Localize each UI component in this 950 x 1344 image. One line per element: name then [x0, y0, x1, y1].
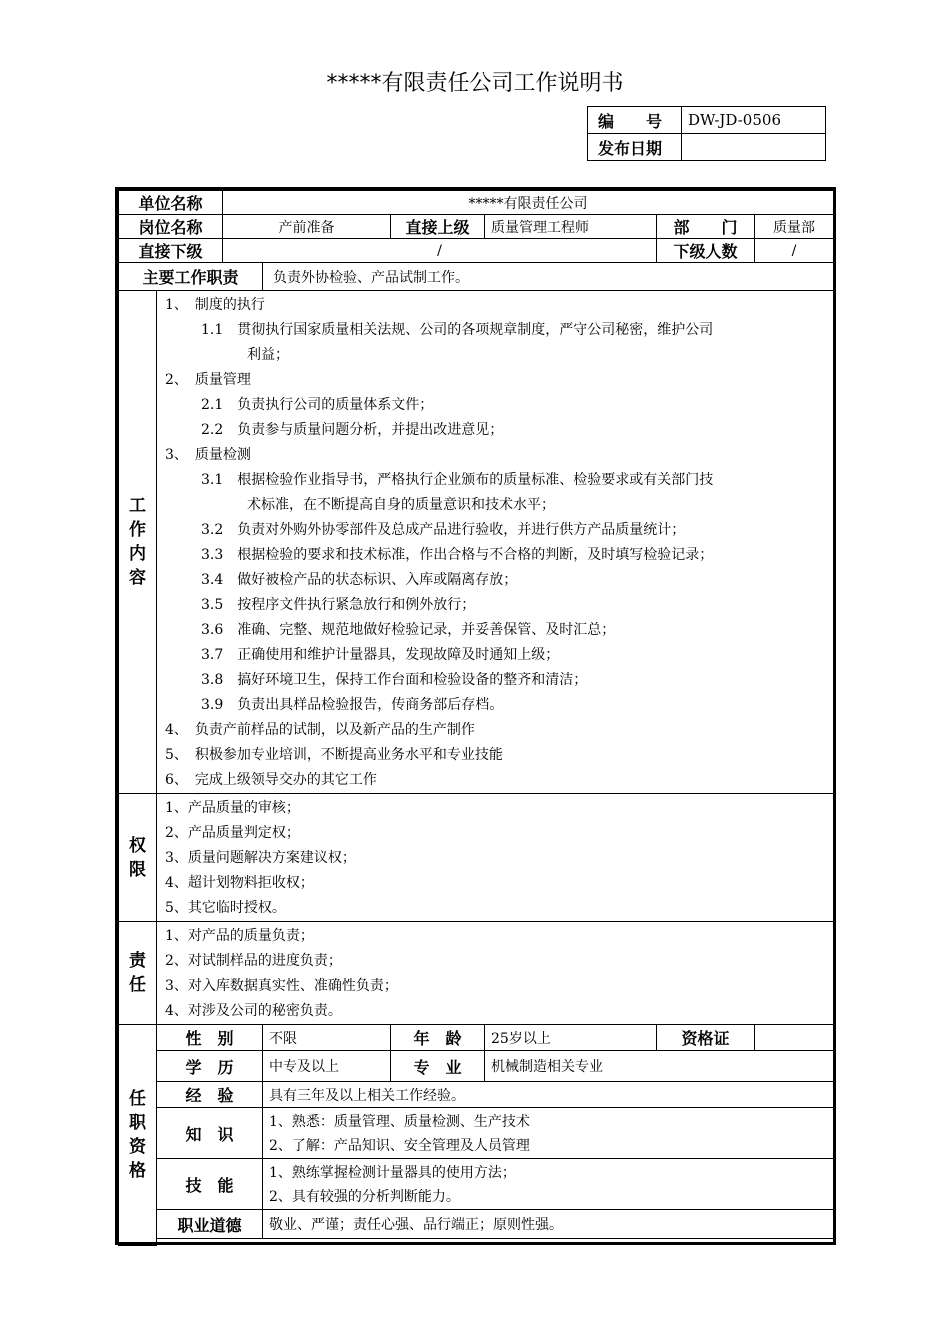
- subordinate-value: /: [223, 239, 657, 263]
- responsibility-line: 2、对试制样品的进度负责；: [165, 953, 342, 969]
- work-line: 2.2 负责参与质量问题分析，并提出改进意见；: [201, 422, 504, 438]
- qualification-label: [119, 1025, 157, 1246]
- superior-value: 质量管理工程师: [485, 215, 657, 239]
- work-line: 3.9 负责出具样品检验报告，传商务部后存档。: [201, 697, 504, 713]
- work-line: 2、 质量管理: [165, 372, 251, 388]
- skill-label: 技 能: [157, 1159, 263, 1210]
- work-line: 2.1 负责执行公司的质量体系文件；: [201, 397, 434, 413]
- education-label: 学 历: [157, 1051, 263, 1082]
- dept-value: 质量部: [755, 215, 834, 239]
- responsibility-line: 4、对涉及公司的秘密负责。: [165, 1003, 342, 1019]
- responsibility-body: [157, 922, 834, 1025]
- knowledge-line: 2、了解：产品知识、安全管理及人员管理: [269, 1138, 530, 1154]
- ethics-value: 敬业、严谨；责任心强、品行端正；原则性强。: [263, 1210, 834, 1239]
- subordinate-count-value: /: [755, 239, 834, 263]
- major-value: 机械制造相关专业: [485, 1051, 834, 1082]
- ethics-label: 职业道德: [157, 1210, 263, 1239]
- authority-line: 3、质量问题解决方案建议权；: [165, 850, 356, 866]
- subordinate-count-label: 下级人数: [657, 239, 755, 263]
- code-label: 编 号: [588, 107, 682, 134]
- knowledge-body: [263, 1108, 834, 1159]
- work-line: 3.7 正确使用和维护计量器具，发现故障及时通知上级；: [201, 647, 560, 663]
- authority-line: 4、超计划物料拒收权；: [165, 875, 314, 891]
- authority-line: 1、产品质量的审核；: [165, 800, 300, 816]
- gender-label: 性 别: [157, 1025, 263, 1051]
- document-title: *****有限责任公司工作说明书: [326, 71, 624, 96]
- work-content-body: [157, 291, 834, 794]
- experience-value: 具有三年及以上相关工作经验。: [263, 1082, 834, 1108]
- unit-label: 单位名称: [119, 191, 223, 215]
- work-line: 5、 积极参加专业培训，不断提高业务水平和专业技能: [165, 747, 503, 763]
- authority-label-text: 权限: [129, 835, 146, 880]
- form-table: [118, 190, 834, 1246]
- work-line: 3.5 按程序文件执行紧急放行和例外放行；: [201, 597, 476, 613]
- work-content-label: [119, 291, 157, 794]
- unit-value: *****有限责任公司: [223, 191, 834, 215]
- work-line: 1、 制度的执行: [165, 297, 265, 313]
- responsibility-label: [119, 922, 157, 1025]
- skill-body: [263, 1159, 834, 1210]
- authority-label: [119, 794, 157, 922]
- job-description-form: [115, 187, 836, 1245]
- cert-value: [755, 1025, 834, 1051]
- qualification-label-text: 任职资格: [129, 1088, 146, 1181]
- work-line: 4、 负责产前样品的试制，以及新产品的生产制作: [165, 722, 475, 738]
- knowledge-label: 知 识: [157, 1108, 263, 1159]
- work-line: 3.1 根据检验作业指导书，严格执行企业颁布的质量标准、检验要求或有关部门技: [201, 472, 714, 488]
- major-label: 专 业: [391, 1051, 485, 1082]
- skill-line: 2、具有较强的分析判断能力。: [269, 1189, 460, 1205]
- dept-label: 部 门: [657, 215, 755, 239]
- table-spacer: [157, 1239, 834, 1246]
- main-duty-label: 主要工作职责: [119, 263, 263, 291]
- age-label: 年 龄: [391, 1025, 485, 1051]
- education-value: 中专及以上: [263, 1051, 391, 1082]
- responsibility-line: 1、对产品的质量负责；: [165, 928, 314, 944]
- work-line: 1.1 贯彻执行国家质量相关法规、公司的各项规章制度，严守公司秘密，维护公司: [201, 322, 714, 338]
- date-label: 发布日期: [588, 134, 682, 161]
- work-line: 术标准，在不断提高自身的质量意识和技术水平；: [247, 497, 555, 513]
- authority-line: 2、产品质量判定权；: [165, 825, 300, 841]
- work-line: 3.3 根据检验的要求和技术标准，作出合格与不合格的判断，及时填写检验记录；: [201, 547, 714, 563]
- gender-value: 不限: [263, 1025, 391, 1051]
- work-line: 利益；: [247, 347, 289, 363]
- code-value: DW-JD-0506: [682, 107, 826, 134]
- subordinate-label: 直接下级: [119, 239, 223, 263]
- responsibility-line: 3、对入库数据真实性、准确性负责；: [165, 978, 398, 994]
- work-line: 6、 完成上级领导交办的其它工作: [165, 772, 377, 788]
- experience-label: 经 验: [157, 1082, 263, 1108]
- work-line: 3.6 准确、完整、规范地做好检验记录，并妥善保管、及时汇总；: [201, 622, 616, 638]
- skill-line: 1、熟练掌握检测计量器具的使用方法；: [269, 1165, 516, 1181]
- work-line: 3.2 负责对外购外协零部件及总成产品进行验收，并进行供方产品质量统计；: [201, 522, 686, 538]
- knowledge-line: 1、熟悉：质量管理、质量检测、生产技术: [269, 1114, 530, 1130]
- authority-body: [157, 794, 834, 922]
- post-value: 产前准备: [223, 215, 391, 239]
- responsibility-label-text: 责任: [129, 951, 146, 995]
- cert-label: 资格证: [657, 1025, 755, 1051]
- work-content-label-text: 工作内容: [129, 496, 146, 588]
- date-value: [682, 134, 826, 161]
- work-line: 3、 质量检测: [165, 447, 251, 463]
- main-duty-value: 负责外协检验、产品试制工作。: [263, 263, 834, 291]
- authority-line: 5、其它临时授权。: [165, 900, 286, 916]
- work-line: 3.8 搞好环境卫生，保持工作台面和检验设备的整齐和清洁；: [201, 672, 588, 688]
- post-label: 岗位名称: [119, 215, 223, 239]
- superior-label: 直接上级: [391, 215, 485, 239]
- work-line: 3.4 做好被检产品的状态标识、入库或隔离存放；: [201, 572, 518, 588]
- meta-table: [587, 106, 826, 161]
- age-value: 25岁以上: [485, 1025, 657, 1051]
